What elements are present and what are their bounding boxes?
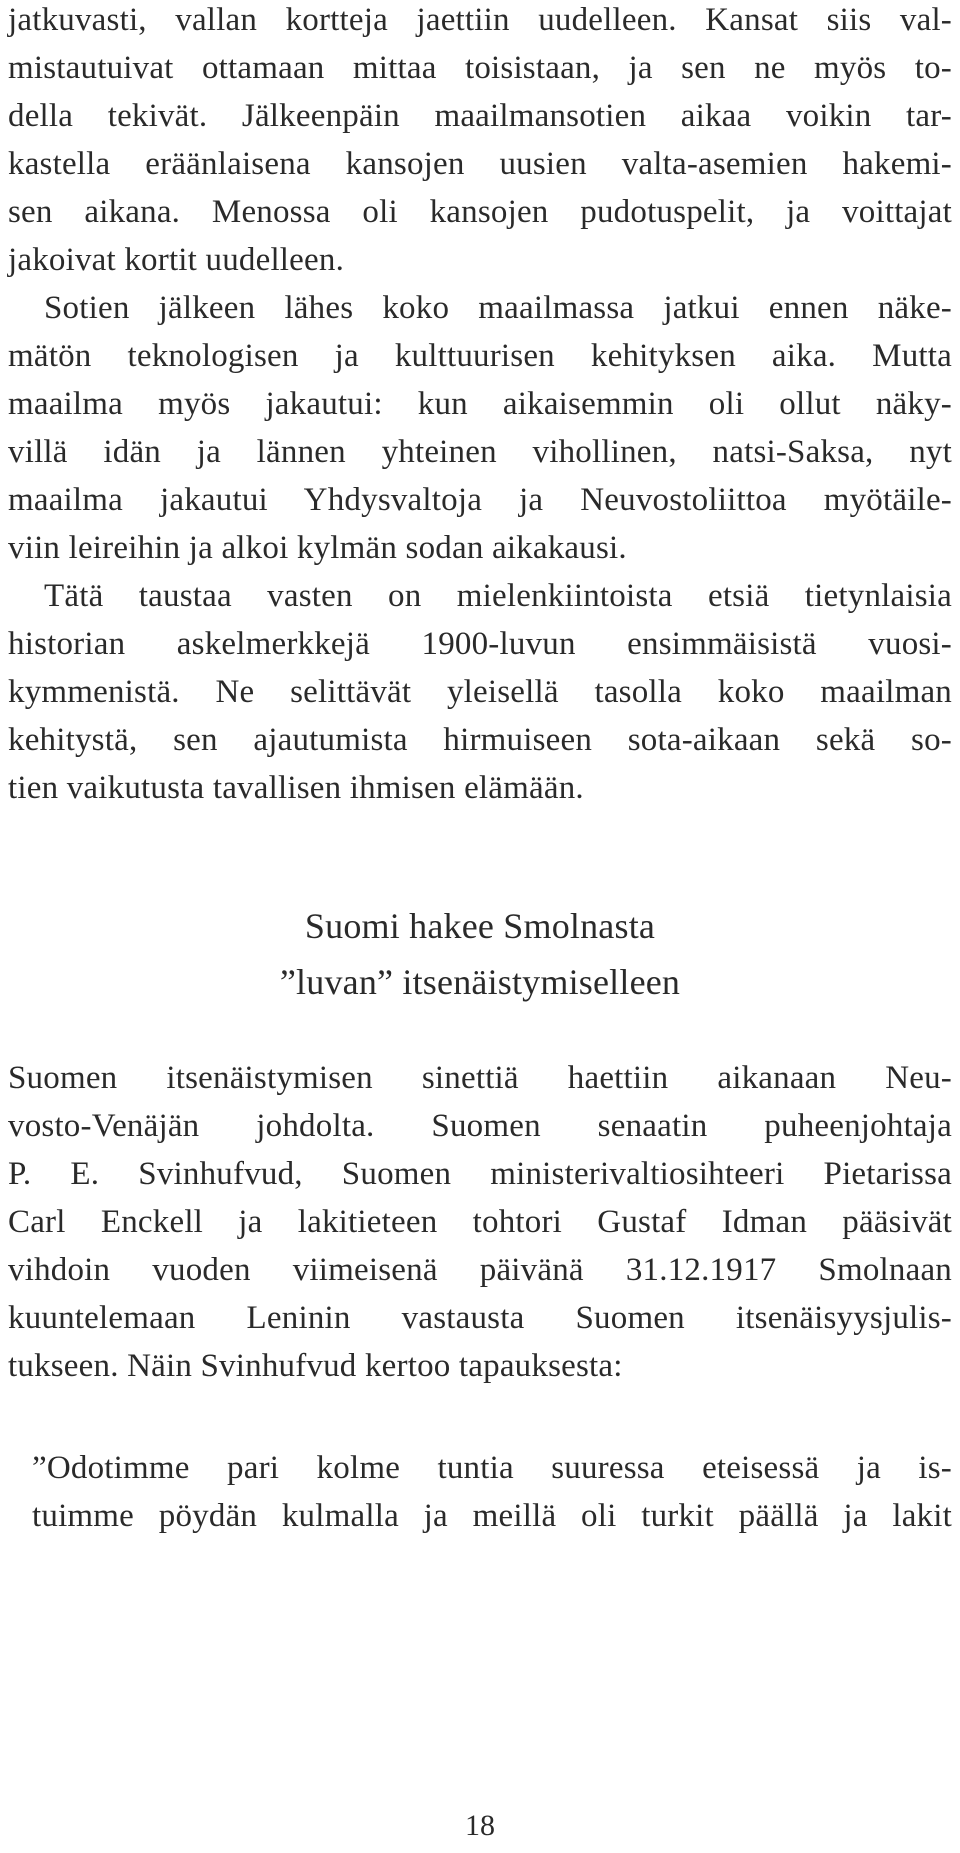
text-line: jakoivat kortit uudelleen. (8, 242, 345, 278)
text-line: della tekivät. Jälkeenpäin maailmansotien aikaa voikin tar- (8, 98, 952, 134)
text-line: vosto-Venäjän johdolta. Suomen senaatin puheenjohtaja (8, 1108, 952, 1144)
heading-line: Suomi hakee Smolnasta (304, 906, 656, 946)
text-line: Carl Enckell ja lakitieteen tohtori Gustaf Idman pääsivät (8, 1204, 952, 1240)
text-line: kymmenistä. Ne selittävät yleisellä tasolla koko maailman (8, 674, 952, 710)
text-line: mätön teknologisen ja kulttuurisen kehityksen aika. Mutta (8, 338, 952, 374)
text-line: kehitystä, sen ajautumista hirmuiseen sota-aikaan sekä so- (8, 722, 952, 758)
quote-line: ”Odotimme pari kolme tuntia suuressa eteisessä ja is- (32, 1450, 952, 1486)
text-line: kastella eräänlaisena kansojen uusien valta-asemien hakemi- (8, 146, 952, 182)
text-line: maailma myös jakautui: kun aikaisemmin oli ollut näky- (8, 386, 952, 422)
text-line: historian askelmerkkejä 1900-luvun ensimmäisistä vuosi- (8, 626, 952, 662)
text-line: villä idän ja lännen yhteinen vihollinen, natsi-Saksa, nyt (8, 434, 952, 470)
heading-line: ”luvan” itsenäistymiselleen (279, 962, 681, 1002)
text-line: mistautuivat ottamaan mittaa toisistaan, ja sen ne myös to- (8, 50, 952, 86)
text-line: Tätä taustaa vasten on mielenkiintoista etsiä tietynlaisia (44, 578, 952, 614)
text-line: vihdoin vuoden viimeisenä päivänä 31.12.1917 Smolnaan (8, 1252, 952, 1288)
text-line: viin leireihin ja alkoi kylmän sodan aikakausi. (8, 530, 627, 566)
page-number: 18 (465, 1809, 495, 1842)
text-line: jatkuvasti, vallan kortteja jaettiin uudelleen. Kansat siis val- (8, 2, 952, 38)
text-line: kuuntelemaan Leninin vastausta Suomen itsenäisyysjulis- (8, 1300, 952, 1336)
quote-line: tuimme pöydän kulmalla ja meillä oli turkit päällä ja lakit (32, 1498, 952, 1534)
text-line: P. E. Svinhufvud, Suomen ministerivaltiosihteeri Pietarissa (8, 1156, 952, 1192)
text-line: maailma jakautui Yhdysvaltoja ja Neuvostoliittoa myötäile- (8, 482, 952, 518)
text-line: tukseen. Näin Svinhufvud kertoo tapauksesta: (8, 1348, 623, 1384)
text-line: Suomen itsenäistymisen sinettiä haettiin aikanaan Neu- (8, 1060, 952, 1096)
text-line: tien vaikutusta tavallisen ihmisen elämään. (8, 770, 584, 806)
book-page (8, 0, 952, 1853)
text-line: Sotien jälkeen lähes koko maailmassa jatkui ennen näke- (44, 290, 952, 326)
text-line: sen aikana. Menossa oli kansojen pudotuspelit, ja voittajat (8, 194, 952, 230)
